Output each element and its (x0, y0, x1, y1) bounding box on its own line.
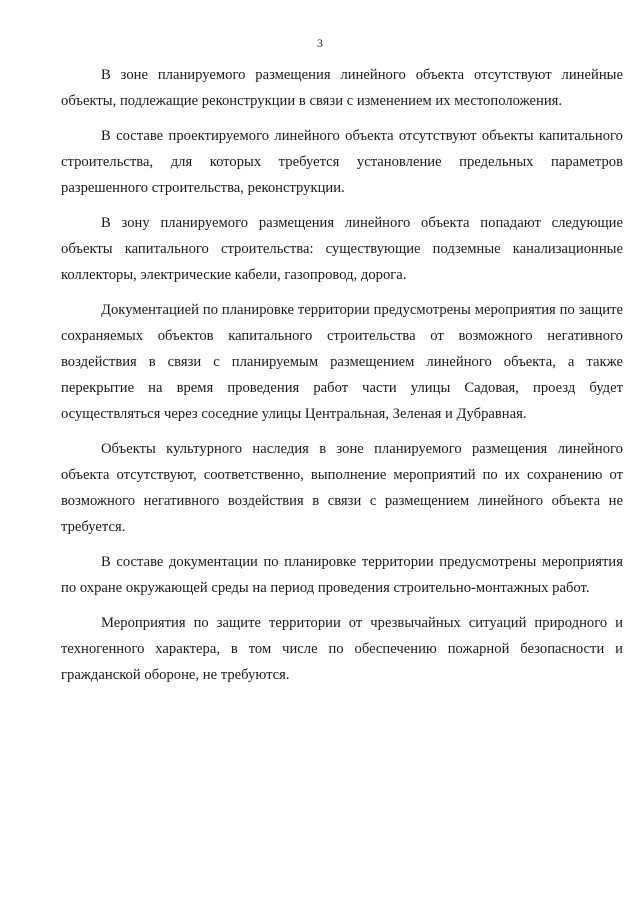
paragraph-7: Мероприятия по защите территории от чрезвычайных ситуаций природного и техногенного характера, в том числе по обеспечению пожарной безопасности и гражданской обороне, не требуются. (61, 615, 623, 683)
paragraph-5: Объекты культурного наследия в зоне планируемого размещения линейного объекта отсутствуют, соответственно, выполнение мероприятий по их сохранению от возможного негативного воздействия в связи с размещением линейного объекта не требуется. (61, 441, 623, 535)
paragraph-4: Документацией по планировке территории предусмотрены мероприятия по защите сохраняемых объектов капитального строительства от возможного негативного воздействия в связи с планируемым размещением линейного объекта, а также перекрытие на время проведения работ части улицы Садовая, проезд будет осуществляться через соседние улицы Центральная, Зеленая и Дубравная. (61, 302, 623, 422)
document-body (61, 62, 623, 697)
paragraph-1: В зоне планируемого размещения линейного объекта отсутствуют линейные объекты, подлежащие реконструкции в связи с изменением их местоположения. (61, 67, 623, 109)
paragraph-2: В составе проектируемого линейного объекта отсутствуют объекты капитального строительства, для которых требуется установление предельных параметров разрешенного строительства, реконструкции. (61, 128, 623, 196)
page-number: 3 (317, 36, 323, 50)
paragraph-3: В зону планируемого размещения линейного объекта попадают следующие объекты капитального строительства: существующие подземные канализационные коллекторы, электрические кабели, газопровод, дорога. (61, 215, 623, 283)
paragraph-6: В составе документации по планировке территории предусмотрены мероприятия по охране окружающей среды на период проведения строительно-монтажных работ. (61, 554, 623, 596)
